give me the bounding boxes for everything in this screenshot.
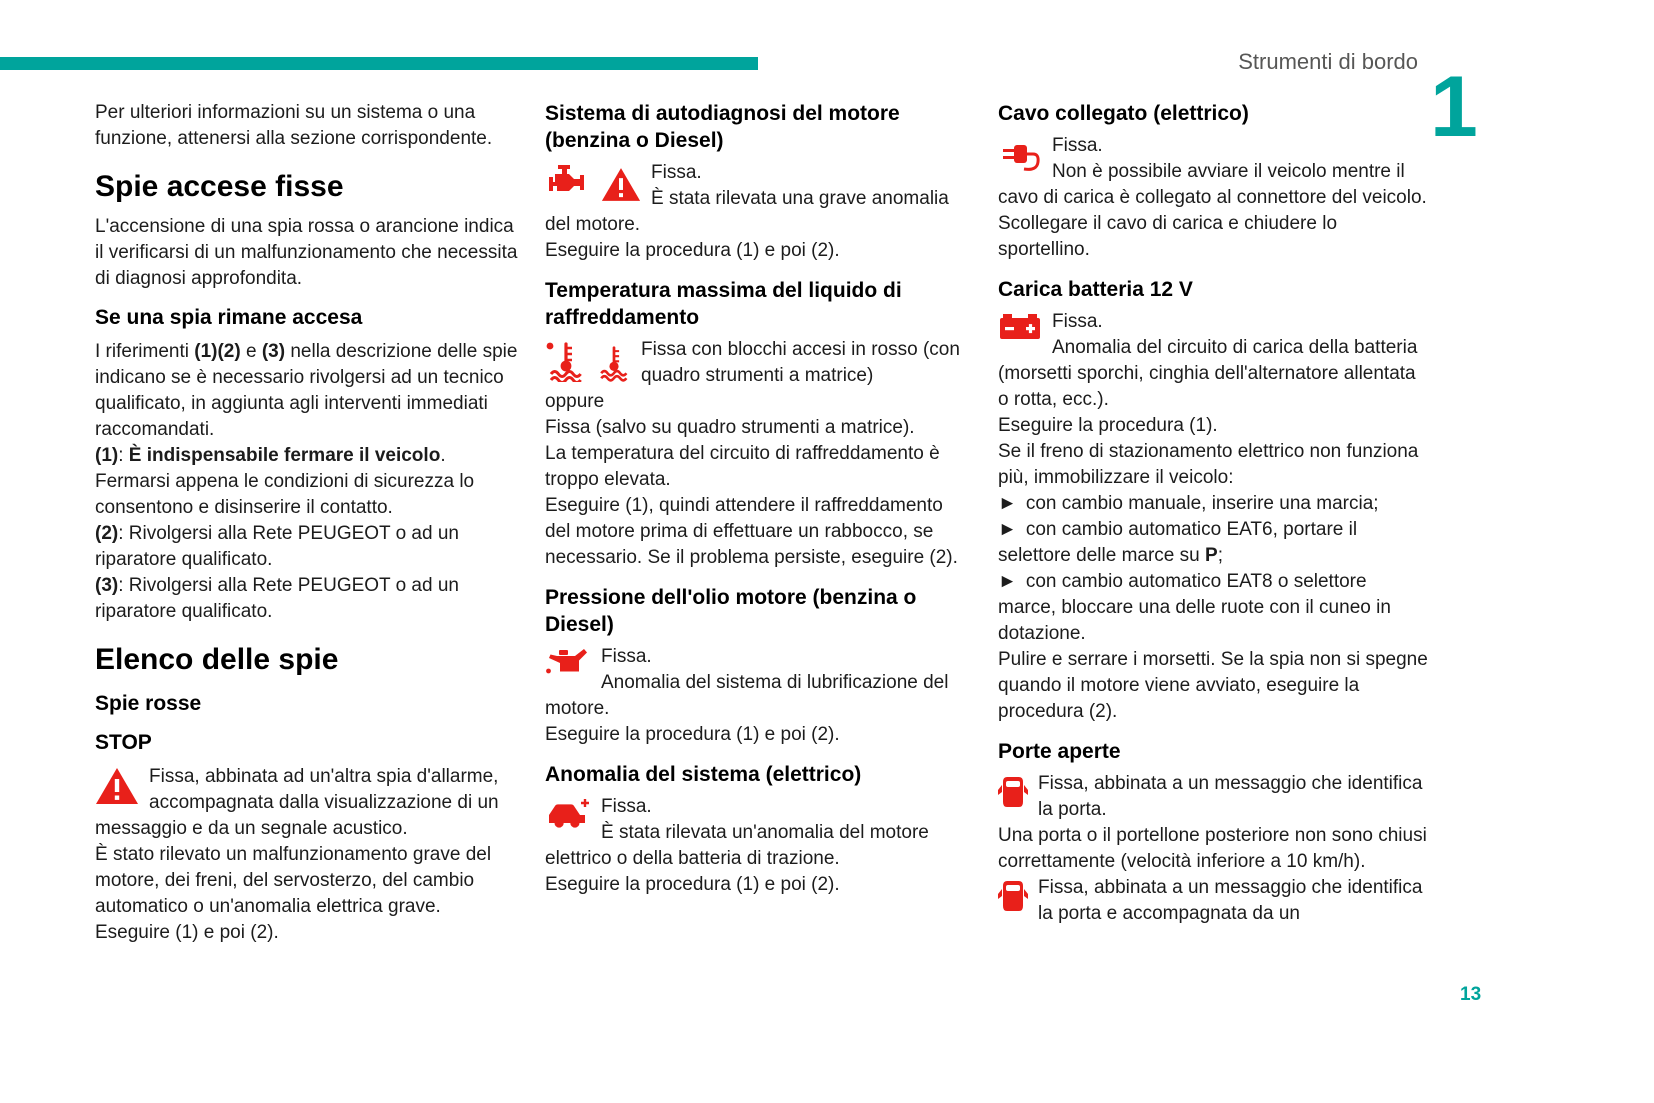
heading-stop: STOP [95, 731, 152, 754]
intro-paragraph: Per ulteriori informazioni su un sistema o una funzione, attenersi alla sezione corrispondente. [95, 102, 493, 149]
porte-aperte-description-2 [998, 875, 1428, 927]
heading-se-una-spia-rimane-accesa: Se una spia rimane accesa [95, 306, 363, 329]
temperatura-text: Fissa con blocchi accesi in rosso (con quadro strumenti a matrice) [641, 339, 960, 386]
ref1-note: Fermarsi appena le condizioni di sicurezza lo consentono e disinserire il contatto. [95, 471, 475, 518]
bullet-icon: ► [998, 519, 1017, 540]
cavo-collegato-text: Non è possibile avviare il veicolo mentre il cavo di carica è collegato al connettore del veicolo. [998, 161, 1427, 208]
section-header: Strumenti di bordo [1238, 49, 1418, 74]
heading-spie-rosse: Spie rosse [95, 692, 202, 715]
anomalia-sistema-text: È stata rilevata un'anomalia del motore elettrico o della batteria di trazione. [545, 822, 929, 869]
heading-carica-batteria: Carica batteria 12 V [998, 278, 1193, 301]
pressione-olio-text: Anomalia del sistema di lubrificazione del motore. [545, 672, 949, 719]
pressione-olio-description [545, 644, 973, 722]
carica-batteria-description [998, 309, 1428, 413]
electric-system-car-icon [545, 797, 591, 829]
heading-elenco-delle-spie: Elenco delle spie [95, 643, 339, 676]
temperatura-text-2: Fissa (salvo su quadro strumenti a matrice). [545, 417, 915, 438]
door-open-icon-2 [998, 878, 1028, 914]
spie-accese-description: L'accensione di una spia rossa o arancione indica il verificarsi di un malfunzionamento che necessita di diagnosi approfondita. [95, 216, 518, 289]
heading-autodiagnosi: Sistema di autodiagnosi del motore (benzina o Diesel) [545, 102, 900, 152]
porte-aperte-text-1: Fissa, abbinata a un messaggio che identifica la porta. [1038, 773, 1423, 820]
coolant-temperature-icon [597, 344, 631, 382]
column-middle [545, 100, 973, 898]
bullet-cambio-eat8 [998, 569, 1428, 647]
chapter-tab: 1 [1430, 59, 1478, 155]
pressione-olio-fissa: Fissa. [601, 646, 652, 667]
bullet-icon: ► [998, 571, 1017, 592]
temperatura-description [545, 337, 973, 389]
temperatura-oppure: oppure [545, 391, 605, 412]
accent-bar [0, 57, 758, 70]
autodiagnosi-procedure: Eseguire la procedura (1) e poi (2). [545, 240, 840, 261]
cavo-collegato-description [998, 133, 1428, 211]
column-right [998, 100, 1428, 927]
ref3-line: (3): Rivolgersi alla Rete PEUGEOT o ad un riparatore qualificato. [95, 575, 459, 622]
heading-anomalia-sistema-elettrico: Anomalia del sistema (elettrico) [545, 763, 862, 786]
heading-temperatura-liquido: Temperatura massima del liquido di raffreddamento [545, 279, 902, 329]
pressione-olio-procedure: Eseguire la procedura (1) e poi (2). [545, 724, 840, 745]
ref1-line: (1): È indispensabile fermare il veicolo. [95, 445, 446, 466]
bullet-cambio-manuale [998, 491, 1428, 517]
porte-aperte-text-2: Fissa, abbinata a un messaggio che identifica la porta e accompagnata da un [1038, 877, 1423, 924]
bullet-cambio-eat6-text: con cambio automatico EAT6, portare il selettore delle marce su P; [998, 519, 1358, 566]
carica-batteria-text: Anomalia del circuito di carica della batteria (morsetti sporchi, cinghia dell'alternatore allentata o rotta, ecc.). [998, 337, 1418, 410]
warning-triangle-icon [601, 167, 641, 202]
autodiagnosi-description [545, 160, 973, 238]
porte-aperte-detail: Una porta o il portellone posteriore non sono chiusi correttamente (velocità inferiore a 10 km/h). [998, 825, 1427, 872]
battery-charge-icon [998, 312, 1042, 342]
heading-pressione-olio: Pressione dell'olio motore (benzina o Diesel) [545, 586, 917, 636]
stop-detail: È stato rilevato un malfunzionamento grave del motore, dei freni, del servosterzo, del cambio automatico o un'anomalia elettrica grave. [95, 844, 492, 917]
bullet-cambio-eat6 [998, 517, 1428, 569]
stop-warning-triangle-icon [95, 767, 139, 805]
cavo-collegato-fissa: Fissa. [1052, 135, 1103, 156]
heading-cavo-collegato: Cavo collegato (elettrico) [998, 102, 1249, 125]
bullet-cambio-eat8-text: con cambio automatico EAT8 o selettore marce, bloccare una delle ruote con il cuneo in dotazione. [998, 571, 1391, 644]
ref2-line: (2): Rivolgersi alla Rete PEUGEOT o ad un riparatore qualificato. [95, 523, 459, 570]
porte-aperte-description-1 [998, 771, 1428, 823]
autodiagnosi-fissa: Fissa. [651, 162, 702, 183]
freno-stazionamento-note: Se il freno di stazionamento elettrico non funziona più, immobilizzare il veicolo: [998, 441, 1419, 488]
temperatura-text-3: La temperatura del circuito di raffreddamento è troppo elevata. [545, 443, 940, 490]
stop-description [95, 764, 522, 842]
riferimenti-paragraph: I riferimenti (1)(2) e (3) nella descrizione delle spie indicano se è necessario rivolgersi ad un tecnico qualificato, in aggiunta agli interventi immediati raccomandati. [95, 341, 518, 440]
heading-porte-aperte: Porte aperte [998, 740, 1121, 763]
temperatura-procedure: Eseguire (1), quindi attendere il raffreddamento del motore prima di effettuare un rabbocco, se necessario. Se il problema persiste, eseguire (2). [545, 495, 958, 568]
autodiagnosi-text: È stata rilevata una grave anomalia del motore. [545, 188, 949, 235]
stop-fissa-text: Fissa, abbinata ad un'altra spia d'allarme, accompagnata dalla visualizzazione di un messaggio e da un segnale acustico. [95, 766, 499, 839]
cavo-collegato-detail: Scollegare il cavo di carica e chiudere lo sportellino. [998, 213, 1338, 260]
stop-procedure: Eseguire (1) e poi (2). [95, 922, 279, 943]
bullet-icon: ► [998, 493, 1017, 514]
carica-batteria-fissa: Fissa. [1052, 311, 1103, 332]
engine-malfunction-icon [545, 163, 589, 197]
bullet-cambio-manuale-text: con cambio manuale, inserire una marcia; [1025, 493, 1379, 514]
anomalia-sistema-fissa: Fissa. [601, 796, 652, 817]
door-open-icon-1 [998, 774, 1028, 810]
oil-pressure-icon [545, 647, 591, 675]
heading-spie-accese-fisse: Spie accese fisse [95, 170, 344, 203]
anomalia-sistema-procedure: Eseguire la procedura (1) e poi (2). [545, 874, 840, 895]
carica-batteria-procedure-1: Eseguire la procedura (1). [998, 415, 1218, 436]
carica-batteria-procedure-2: Pulire e serrare i morsetti. Se la spia non si spegne quando il motore viene avviato, eseguire la procedura (2). [998, 649, 1428, 722]
coolant-temperature-matrix-icon [545, 340, 585, 382]
page-number: 13 [1460, 984, 1482, 1005]
anomalia-sistema-description [545, 794, 973, 872]
charging-cable-plug-icon [998, 136, 1042, 172]
column-left [95, 100, 522, 946]
